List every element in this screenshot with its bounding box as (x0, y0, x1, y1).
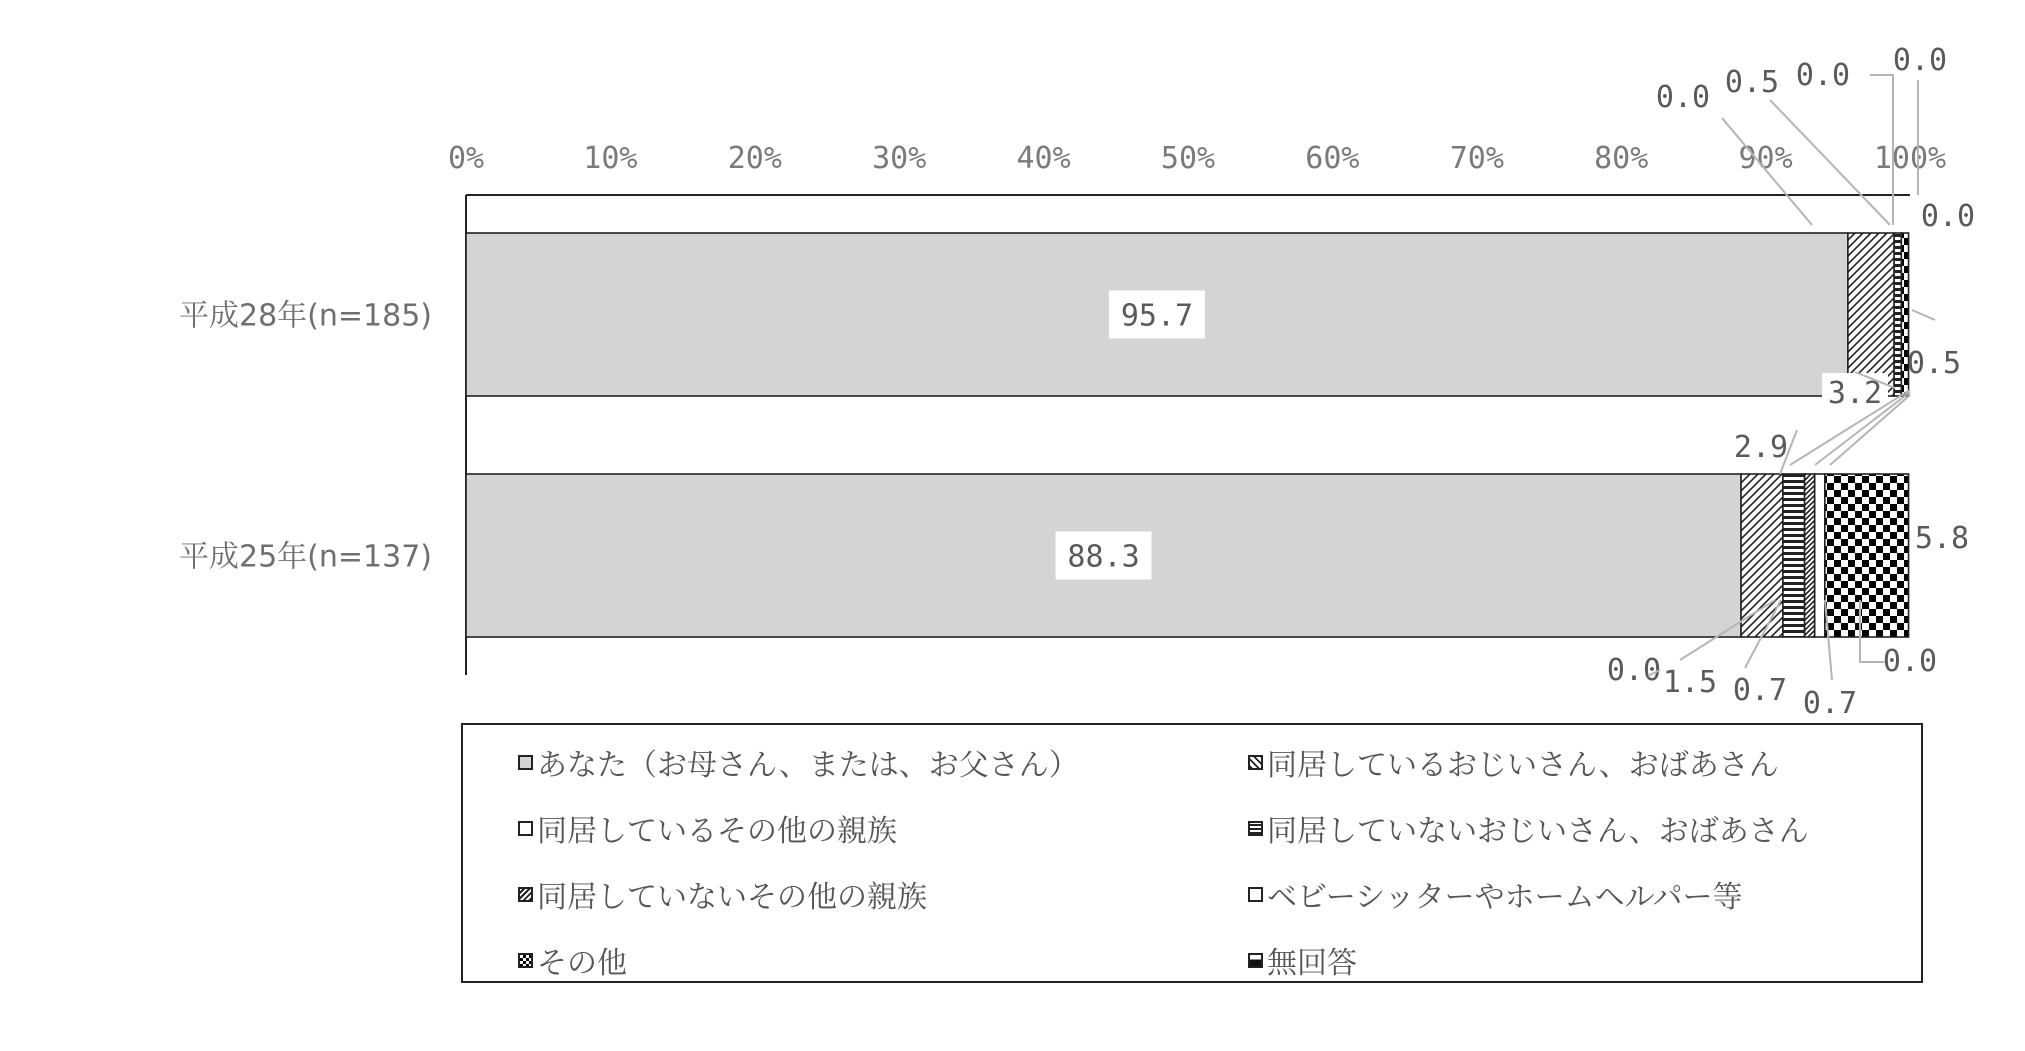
x-tick-label: 40% (1016, 141, 1071, 176)
data-label: 0.0 (1892, 43, 1948, 78)
category-label: 平成28年(n=185) (179, 298, 432, 334)
legend-label: 同居しているその他の親族 (537, 814, 897, 849)
x-tick-label: 50% (1160, 141, 1216, 176)
data-label: 88.3 (1067, 539, 1140, 575)
data-label: 0.0 (1606, 653, 1662, 688)
legend-item (1248, 937, 1928, 983)
category-label: 平成25年(n=137) (179, 539, 432, 575)
data-label: 5.8 (1914, 521, 1970, 556)
legend-label: ベビーシッターやホームヘルパー等 (1267, 880, 1743, 915)
legend-label: あなた（お母さん、または、お父さん） (537, 748, 1079, 783)
data-label: 1.5 (1662, 665, 1718, 700)
data-label: 0.0 (1655, 80, 1711, 115)
bar-segment (1815, 474, 1825, 637)
data-label: 0.0 (1882, 644, 1938, 679)
data-label: 2.9 (1733, 430, 1789, 465)
legend-swatch (1248, 755, 1263, 770)
legend-item (518, 871, 1248, 917)
leader-line (1912, 310, 1935, 320)
data-label: 0.0 (1795, 58, 1851, 93)
legend-item (518, 937, 1248, 983)
bar-segment (1741, 474, 1783, 637)
x-tick-label: 60% (1305, 141, 1360, 176)
bar-segment (1825, 474, 1909, 637)
legend (461, 723, 1923, 983)
legend-label: その他 (537, 946, 627, 981)
legend-grid (518, 739, 1928, 983)
bar-segment (1805, 474, 1815, 637)
legend-label: 同居していないその他の親族 (537, 880, 927, 915)
x-tick-label: 0% (447, 141, 485, 176)
legend-item (1248, 805, 1928, 851)
legend-swatch (1248, 887, 1263, 902)
legend-swatch (1248, 821, 1263, 836)
bar-segment (1894, 233, 1901, 396)
legend-label: 同居していないおじいさん、おばあさん (1267, 814, 1809, 849)
x-tick-label: 100% (1873, 141, 1947, 176)
legend-label: 無回答 (1267, 946, 1357, 981)
legend-swatch (518, 755, 533, 770)
data-label: 0.7 (1732, 673, 1788, 708)
legend-item (518, 739, 1248, 785)
legend-swatch (518, 821, 533, 836)
legend-swatch (518, 953, 533, 968)
data-label: 0.5 (1724, 65, 1780, 100)
legend-label: 同居しているおじいさん、おばあさん (1267, 748, 1779, 783)
legend-item (1248, 871, 1928, 917)
bar-segment (1848, 233, 1894, 396)
bar-segment (1783, 474, 1805, 637)
x-tick-label: 90% (1738, 141, 1793, 176)
x-tick-label: 70% (1449, 141, 1504, 176)
legend-item (518, 805, 1248, 851)
legend-swatch (1248, 953, 1263, 968)
x-tick-label: 20% (727, 141, 782, 176)
leader-line (1722, 118, 1812, 225)
x-tick-label: 10% (583, 141, 638, 176)
x-tick-label: 80% (1594, 141, 1649, 176)
data-label: 0.5 (1906, 346, 1962, 381)
data-label: 0.7 (1802, 686, 1858, 721)
x-tick-label: 30% (872, 141, 927, 176)
legend-item (1248, 739, 1928, 785)
legend-swatch (518, 887, 533, 902)
data-label: 95.7 (1120, 298, 1194, 334)
data-label: 3.2 (1827, 376, 1883, 411)
data-label: 0.0 (1920, 199, 1976, 234)
